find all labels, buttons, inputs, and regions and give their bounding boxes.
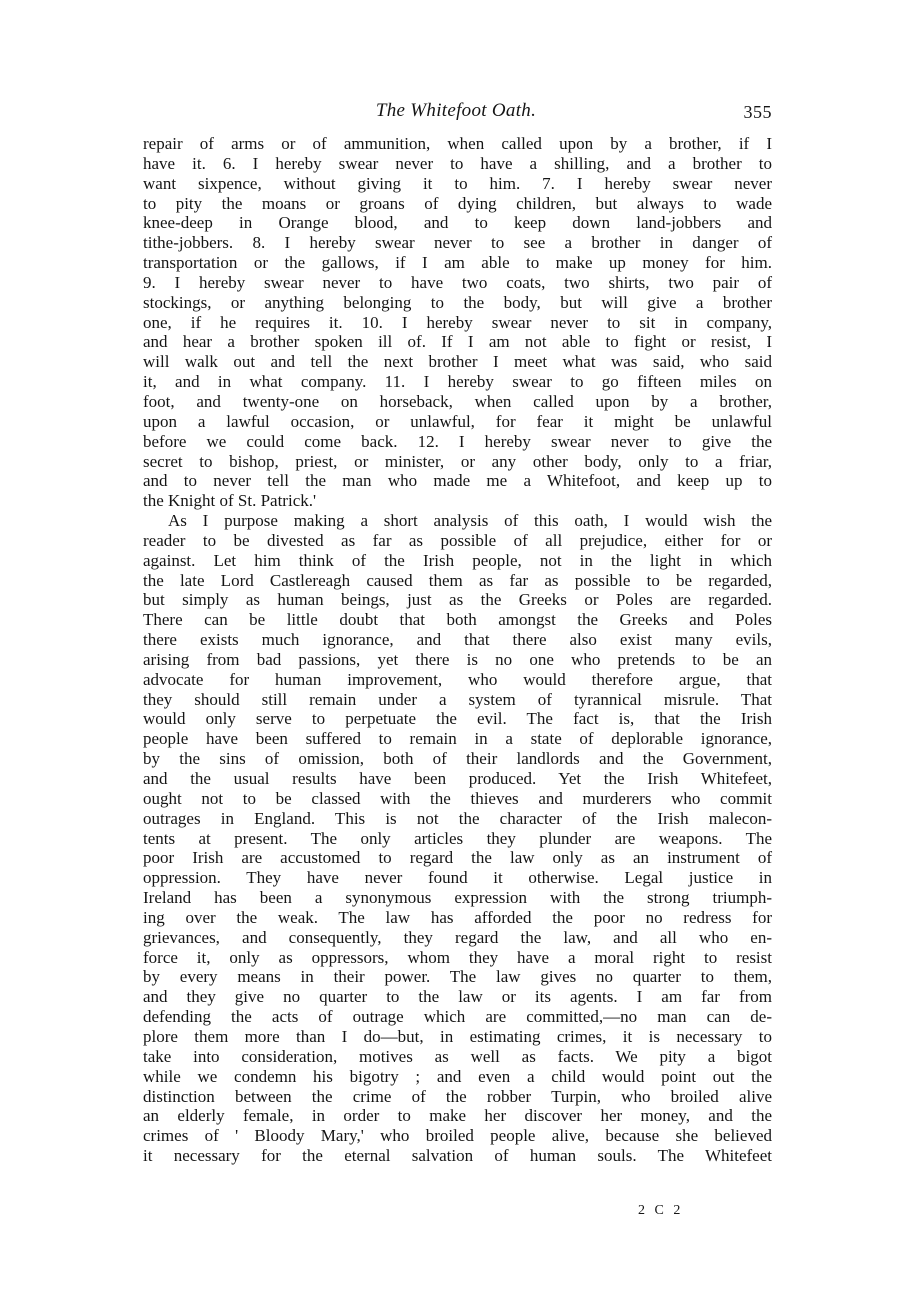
text-line: it, and in what company. 11. I hereby swear to go fifteen miles on: [143, 372, 772, 392]
text-line: by the sins of omission, both of their landlords and the Government,: [143, 749, 772, 769]
text-line: before we could come back. 12. I hereby swear never to give the: [143, 431, 772, 451]
text-line: distinction between the crime of the robber Turpin, who broiled alive: [143, 1086, 772, 1106]
text-line: the late Lord Castlereagh caused them as far as possible to be regarded,: [143, 570, 772, 590]
text-line: will walk out and tell the next brother I meet what was said, who said: [143, 352, 772, 372]
text-line: crimes of ' Bloody Mary,' who broiled people alive, because she believed: [143, 1126, 772, 1146]
text-line: tithe-jobbers. 8. I hereby swear never to see a brother in danger of: [143, 233, 772, 253]
text-line: and to never tell the man who made me a Whitefoot, and keep up to: [143, 471, 772, 491]
text-line: but simply as human beings, just as the Greeks or Poles are regarded.: [143, 590, 772, 610]
text-line: and the usual results have been produced. Yet the Irish Whitefeet,: [143, 769, 772, 788]
signature-mark: 2 C 2: [638, 1203, 684, 1218]
text-line: grievances, and consequently, they regard the law, and all who en-: [143, 927, 772, 947]
text-line: people have been suffered to remain in a state of deplorable ignorance,: [143, 729, 772, 749]
text-line: reader to be divested as far as possible of all prejudice, either for or: [143, 530, 772, 550]
text-line: Ireland has been a synonymous expression with the strong triumph-: [143, 888, 772, 908]
text-line: force it, only as oppressors, whom they have a moral right to resist: [143, 947, 772, 967]
text-line: knee-deep in Orange blood, and to keep down land-jobbers and: [143, 213, 772, 233]
running-header: [140, 100, 772, 128]
text-line: ought not to be classed with the thieves and murderers who commit: [143, 788, 772, 808]
page-number: 355: [743, 102, 772, 122]
text-line: 9. I hereby swear never to have two coats, two shirts, two pair of: [143, 272, 772, 292]
text-line: there exists much ignorance, and that there also exist many evils,: [143, 630, 772, 650]
text-line: defending the acts of outrage which are committed,—no man can de-: [143, 1007, 772, 1027]
text-line: As I purpose making a short analysis of this oath, I would wish the: [168, 511, 772, 531]
text-line: There can be little doubt that both amongst the Greeks and Poles: [143, 610, 772, 630]
text-line: transportation or the gallows, if I am able to make up money for him.: [143, 253, 772, 273]
text-line: and they give no quarter to the law or its agents. I am far from: [143, 987, 772, 1007]
text-line: they should still remain under a system of tyrannical misrule. That: [143, 689, 772, 709]
text-line: ing over the weak. The law has afforded the poor no redress for: [143, 907, 772, 927]
text-line: by every means in their power. The law gives no quarter to them,: [143, 967, 772, 987]
text-line: one, if he requires it. 10. I hereby swear never to sit in company,: [143, 312, 772, 332]
text-line: against. Let him think of the Irish people, not in the light in which: [143, 550, 772, 570]
text-line: outrages in England. This is not the character of the Irish malecon-: [143, 808, 772, 828]
text-line: the Knight of St. Patrick.': [143, 491, 317, 511]
text-line: arising from bad passions, yet there is no one who pretends to be an: [143, 649, 772, 669]
text-line: an elderly female, in order to make her discover her money, and the: [143, 1106, 772, 1126]
text-line: take into consideration, motives as well as facts. We pity a bigot: [143, 1046, 772, 1066]
body-text: [143, 134, 772, 1166]
text-line: upon a lawful occasion, or unlawful, for fear it might be unlawful: [143, 411, 772, 431]
text-line: to pity the moans or groans of dying children, but always to wade: [143, 193, 772, 213]
text-line: would only serve to perpetuate the evil. The fact is, that the Irish: [143, 709, 772, 729]
text-line: while we condemn his bigotry ; and even a child would point out the: [143, 1066, 772, 1086]
text-line: want sixpence, without giving it to him. 7. I hereby swear never: [143, 173, 772, 193]
text-line: stockings, or anything belonging to the body, but will give a brother: [143, 292, 772, 312]
text-line: poor Irish are accustomed to regard the law only as an instrument of: [143, 848, 772, 868]
text-line: repair of arms or of ammunition, when called upon by a brother, if I: [143, 134, 772, 153]
text-line: advocate for human improvement, who would therefore argue, that: [143, 669, 772, 689]
text-line: it necessary for the eternal salvation of human souls. The Whitefeet: [143, 1146, 772, 1166]
text-line: secret to bishop, priest, or minister, or any other body, only to a friar,: [143, 451, 772, 471]
text-line: plore them more than I do—but, in estimating crimes, it is necessary to: [143, 1026, 772, 1046]
text-line: and hear a brother spoken ill of. If I am not able to fight or resist, I: [143, 332, 772, 352]
running-title: The Whitefoot Oath.: [375, 100, 537, 121]
text-line: have it. 6. I hereby swear never to have a shilling, and a brother to: [143, 153, 772, 173]
text-line: foot, and twenty-one on horseback, when called upon by a brother,: [143, 391, 772, 411]
text-line: tents at present. The only articles they plunder are weapons. The: [143, 828, 772, 848]
text-line: oppression. They have never found it otherwise. Legal justice in: [143, 868, 772, 888]
